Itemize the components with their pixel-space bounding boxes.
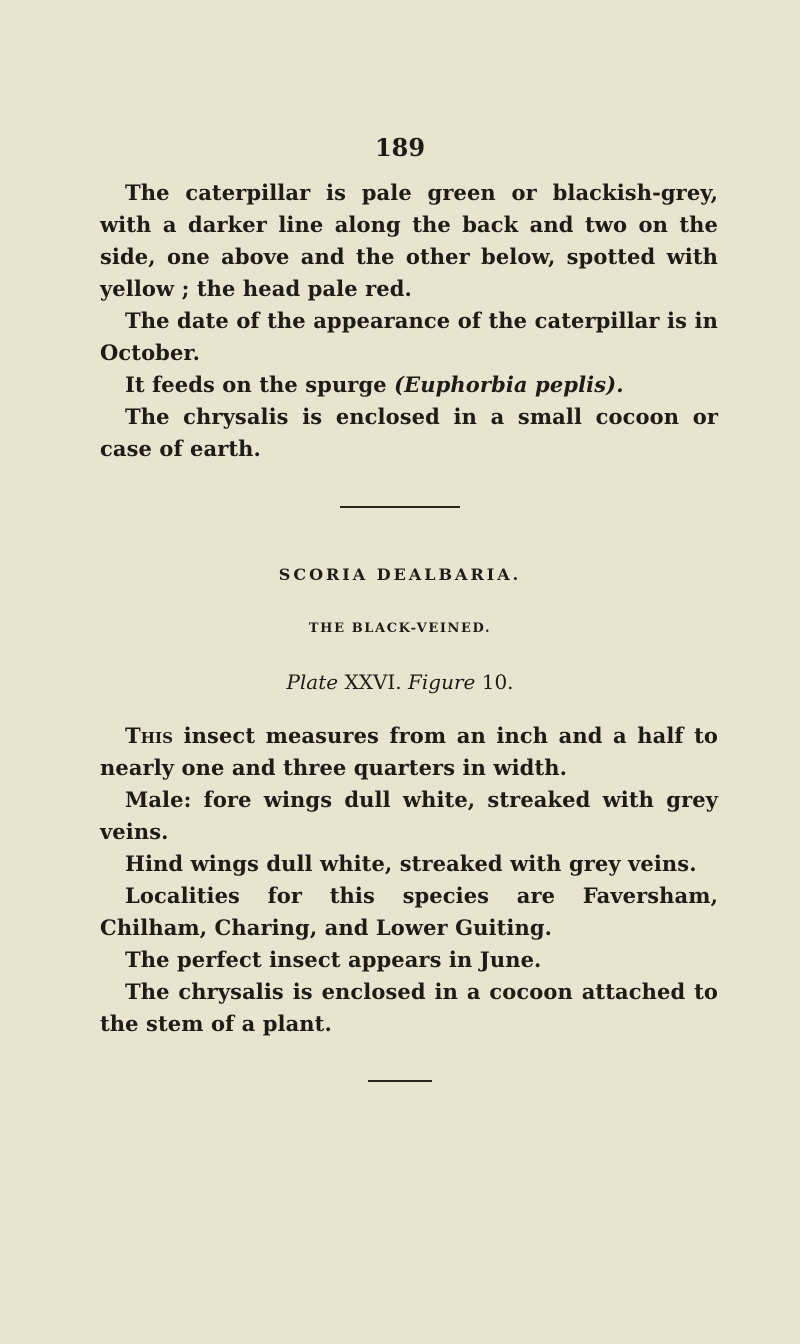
paragraph: Localities for this species are Faversham, Chilham, Charing, and Lower Guiting. xyxy=(100,883,718,940)
plate-label: Plate xyxy=(286,670,339,694)
paragraph: Male: fore wings dull white, streaked with grey veins. xyxy=(100,787,718,844)
paragraph xyxy=(100,720,718,784)
paragraph-text: insect measures from an inch and a half to nearly one and three quarters in width. xyxy=(100,723,718,780)
end-divider xyxy=(368,1080,432,1082)
paragraph: The date of the appearance of the caterpillar is in October. xyxy=(100,308,718,365)
section-divider xyxy=(340,506,460,508)
plate-number: XXVI. xyxy=(338,670,409,694)
paragraph: Hind wings dull white, streaked with grey veins. xyxy=(125,851,697,876)
latin-name: (Euphorbia peplis). xyxy=(394,372,624,397)
figure-number: 10. xyxy=(475,670,514,694)
paragraph-text: It feeds on the spurge xyxy=(125,372,395,397)
lead-word: This xyxy=(125,723,174,748)
paragraph xyxy=(100,369,718,401)
paragraph: The caterpillar is pale green or blackish-grey, with a darker line along the back and two on the side, one above and the other below, spotted with yellow ; the head pale red. xyxy=(100,180,718,301)
page-number: 189 xyxy=(374,133,426,162)
paragraph: The chrysalis is enclosed in a cocoon attached to the stem of a plant. xyxy=(100,979,718,1036)
species-description xyxy=(100,720,718,1040)
plate-reference xyxy=(0,670,800,694)
species-heading: SCORIA DEALBARIA. xyxy=(278,565,522,584)
common-name-heading: THE BLACK-VEINED. xyxy=(308,621,492,636)
paragraph: The chrysalis is enclosed in a small cocoon or case of earth. xyxy=(100,404,718,461)
figure-label: Figure xyxy=(408,670,476,694)
caterpillar-description xyxy=(100,177,718,465)
paragraph: The perfect insect appears in June. xyxy=(125,947,542,972)
